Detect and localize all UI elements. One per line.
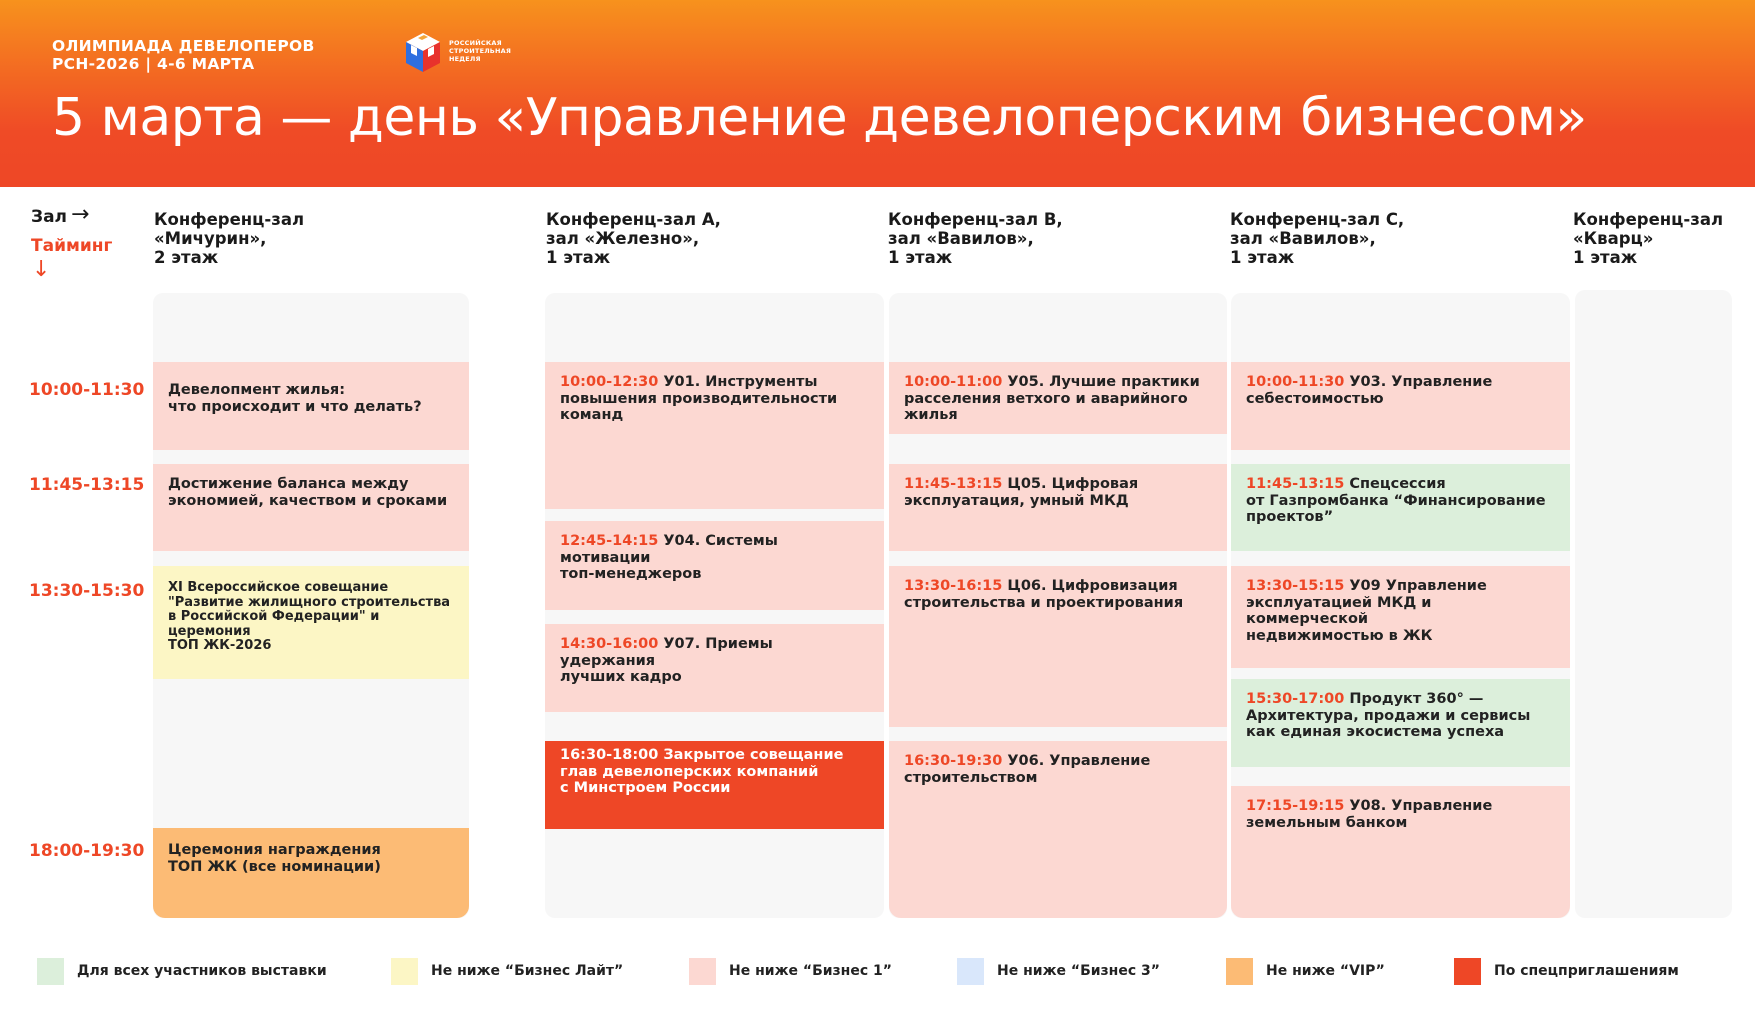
session-title: У03. Управление себестоимостью — [1246, 374, 1493, 407]
timing-axis-label: Тайминг — [31, 236, 113, 256]
hall-header-a: Конференц-зал А, зал «Железно», 1 этаж — [546, 210, 721, 267]
session-title: У09 Управление эксплуатацией МКД и коммерческой недвижимостью в ЖК — [1246, 578, 1487, 644]
event-name — [52, 37, 315, 73]
session-time: 17:15-19:15 — [1246, 798, 1345, 814]
legend-swatch — [37, 958, 64, 985]
event-name-line1: ОЛИМПИАДА ДЕВЕЛОПЕРОВ — [52, 37, 315, 55]
timing-1: 10:00-11:30 — [29, 380, 145, 400]
session-time: 14:30-16:00 — [560, 636, 659, 652]
session-card[interactable] — [1231, 786, 1570, 918]
session-card[interactable] — [1231, 679, 1570, 767]
session-card[interactable] — [889, 566, 1227, 727]
session-time: 13:30-16:15 — [904, 578, 1003, 594]
session-time: 11:45-13:15 — [904, 476, 1003, 492]
session-card[interactable] — [545, 362, 884, 509]
hall-header-c: Конференц-зал С, зал «Вавилов», 1 этаж — [1230, 210, 1405, 267]
session-card[interactable] — [889, 464, 1227, 551]
session-card[interactable] — [545, 624, 884, 712]
session-title: У05. Лучшие практики расселения ветхого и аварийного жилья — [904, 374, 1200, 423]
legend-item — [37, 957, 327, 985]
session-title: Ц05. Цифровая эксплуатация, умный МКД — [904, 476, 1139, 509]
hall-header-kvarts: Конференц-зал «Кварц» 1 этаж — [1573, 210, 1724, 267]
session-title: Закрытое совещание глав девелоперских компаний с Минстроем России — [560, 747, 844, 796]
session-text: Достижение баланса между экономией, качеством и сроками — [168, 476, 448, 509]
legend-label: Не ниже “Бизнес Лайт” — [431, 963, 624, 979]
session-time: 16:30-19:30 — [904, 753, 1003, 769]
page-title: 5 марта — день «Управление девелоперским бизнесом» — [52, 88, 1587, 148]
column-hall-kvarts — [1575, 290, 1732, 918]
session-card[interactable] — [1231, 464, 1570, 551]
session-time: 13:30-15:15 — [1246, 578, 1345, 594]
logo-text — [449, 39, 529, 63]
session-time: 16:30-18:00 — [560, 747, 659, 763]
legend-swatch — [1454, 958, 1481, 985]
legend-label: По спецприглашениям — [1494, 963, 1679, 979]
session-card[interactable] — [545, 521, 884, 610]
session-card[interactable] — [153, 464, 469, 551]
legend-label: Не ниже “Бизнес 1” — [729, 963, 892, 979]
timing-3: 13:30-15:30 — [29, 581, 145, 601]
hall-axis-label: Зал — [31, 207, 68, 227]
legend-item — [957, 957, 1160, 985]
session-card[interactable] — [889, 362, 1227, 434]
event-dates-line: РСН-2026 | 4-6 МАРТА — [52, 55, 255, 73]
legend-swatch — [689, 958, 716, 985]
header-banner — [0, 0, 1755, 187]
session-title: Ц06. Цифровизация строительства и проектирования — [904, 578, 1184, 611]
rsn-logo — [403, 30, 533, 76]
legend-item — [689, 957, 892, 985]
session-title: Продукт 360° — Архитектура, продажи и сервисы как единая экосистема успеха — [1246, 691, 1531, 740]
hall-header-michurin: Конференц-зал «Мичурин», 2 этаж — [154, 210, 305, 267]
arrow-right-icon: → — [71, 202, 90, 227]
legend-label: Не ниже “Бизнес 3” — [997, 963, 1160, 979]
session-card[interactable] — [153, 828, 469, 918]
session-card[interactable] — [153, 566, 469, 679]
session-time: 10:00-11:30 — [1246, 374, 1345, 390]
session-title: У04. Системы мотивации топ-менеджеров — [560, 533, 778, 582]
legend-swatch — [957, 958, 984, 985]
timing-4: 18:00-19:30 — [29, 841, 145, 861]
session-card[interactable] — [153, 362, 469, 450]
session-card[interactable] — [1231, 362, 1570, 450]
session-title: Спецсессия от Газпромбанка “Финансирование проектов” — [1246, 476, 1546, 525]
legend-label: Не ниже “VIP” — [1266, 963, 1385, 979]
cube-logo-icon — [403, 30, 443, 76]
session-title: У01. Инструменты повышения производительности команд — [560, 374, 838, 423]
hall-header-b: Конференц-зал В, зал «Вавилов», 1 этаж — [888, 210, 1063, 267]
session-card[interactable] — [1231, 566, 1570, 668]
legend-item — [1454, 957, 1679, 985]
session-time: 12:45-14:15 — [560, 533, 659, 549]
session-time: 10:00-11:00 — [904, 374, 1003, 390]
timing-2: 11:45-13:15 — [29, 475, 145, 495]
logo-text-content: РОССИЙСКАЯ СТРОИТЕЛЬНАЯ НЕДЕЛЯ — [449, 39, 512, 63]
legend-item — [1226, 957, 1385, 985]
session-time: 15:30-17:00 — [1246, 691, 1345, 707]
session-title: У07. Приемы удержания лучших кадро — [560, 636, 773, 685]
session-text: Девелопмент жилья: что происходит и что делать? — [168, 382, 422, 415]
session-time: 11:45-13:15 — [1246, 476, 1345, 492]
session-card[interactable] — [545, 741, 884, 829]
arrow-down-icon: ↓ — [32, 257, 51, 282]
session-title: У06. Управление строительством — [904, 753, 1151, 786]
session-card[interactable] — [889, 741, 1227, 918]
session-text: Церемония награждения ТОП ЖК (все номинации) — [168, 842, 381, 875]
legend-label: Для всех участников выставки — [77, 963, 327, 979]
session-time: 10:00-12:30 — [560, 374, 659, 390]
legend-swatch — [1226, 958, 1253, 985]
session-title: У08. Управление земельным банком — [1246, 798, 1493, 831]
legend-swatch — [391, 958, 418, 985]
session-text: XI Всероссийское совещание "Развитие жилищного строительства в Российской Федерации" и церемония ТОП ЖК-2026 — [168, 580, 451, 653]
legend-item — [391, 957, 623, 985]
